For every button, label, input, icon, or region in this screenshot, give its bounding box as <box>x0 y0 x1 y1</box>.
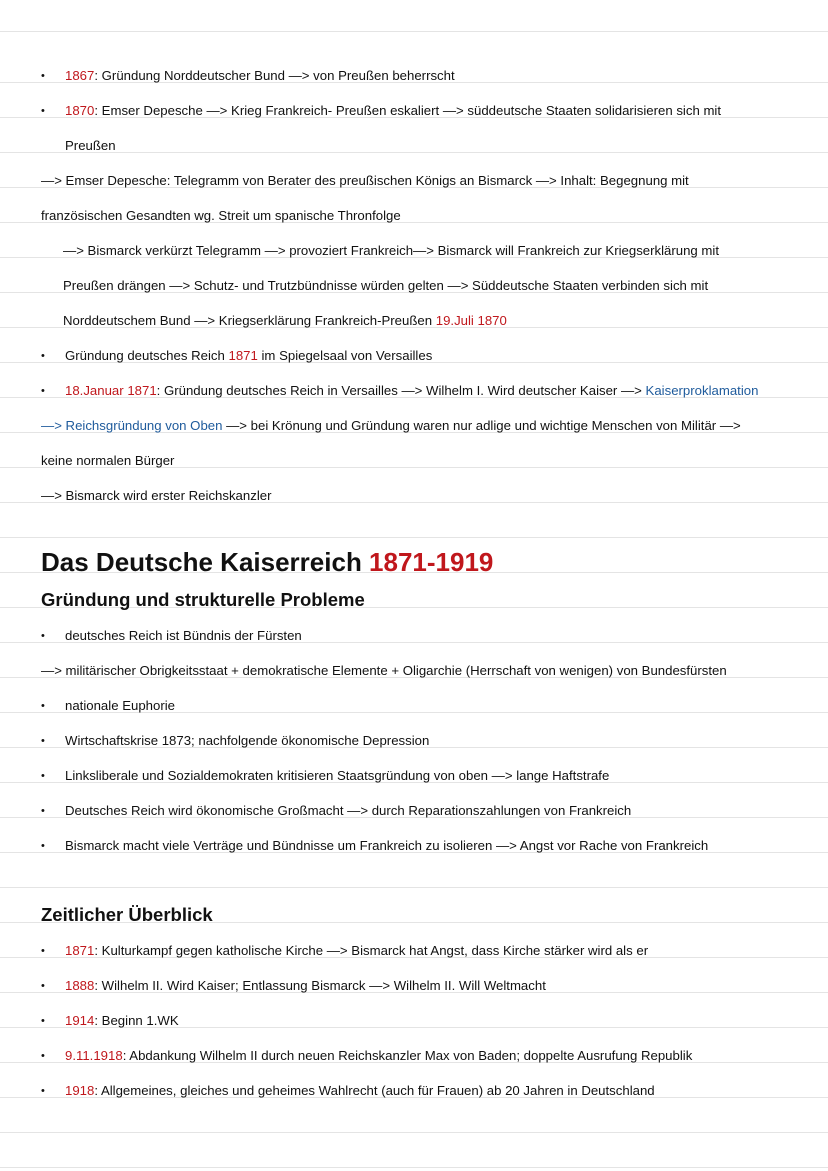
date-highlight: 1918 <box>65 1083 95 1098</box>
bullet: • <box>41 805 45 817</box>
bullet: • <box>41 1050 45 1062</box>
list-item-text: Linksliberale und Sozialdemokraten kritisieren Staatsgründung von oben —> lange Haftstrafe <box>65 768 610 783</box>
date-highlight: 1870 <box>65 103 95 118</box>
bullet: • <box>41 385 45 397</box>
bullet: • <box>41 980 45 992</box>
date-highlight: 9.11.1918 <box>65 1048 123 1063</box>
date-highlight: 19.Juli 1870 <box>435 313 507 328</box>
list-item-text: Deutsches Reich wird ökonomische Großmacht —> durch Reparationszahlungen von Frankreich <box>65 803 632 818</box>
date-highlight: 1867 <box>65 68 95 83</box>
section-heading: Gründung und strukturelle Probleme <box>41 589 365 610</box>
title-text: Das Deutsche Kaiserreich <box>41 547 370 577</box>
bullet: • <box>41 1015 45 1027</box>
list-item-text: : Wilhelm II. Wird Kaiser; Entlassung Bismarck —> Wilhelm II. Will Weltmacht <box>94 978 546 993</box>
bullet: • <box>41 350 45 362</box>
bullet: • <box>41 630 45 642</box>
bullet: • <box>41 770 45 782</box>
paragraph-line <box>63 313 507 329</box>
term-highlight: —> Reichsgründung von Oben <box>41 418 223 433</box>
section-heading: Zeitlicher Überblick <box>41 904 213 925</box>
list-item-text: : Beginn 1.WK <box>94 1013 179 1028</box>
page-title <box>41 547 493 577</box>
list-item-text: nationale Euphorie <box>65 698 175 713</box>
paragraph-text: Norddeutschem Bund —> Kriegserklärung Frankreich-Preußen <box>63 313 436 328</box>
title-years: 1871-1919 <box>369 547 494 577</box>
date-highlight: 1871 <box>228 348 258 363</box>
term-highlight: Kaiserproklamation <box>645 383 759 398</box>
date-highlight: 1914 <box>65 1013 95 1028</box>
list-item-text: im Spiegelsaal von Versailles <box>257 348 433 363</box>
list-item-text: : Abdankung Wilhelm II durch neuen Reichskanzler Max von Baden; doppelte Ausrufung Republik <box>122 1048 693 1063</box>
list-item-text: : Gründung Norddeutscher Bund —> von Preußen beherrscht <box>94 68 455 83</box>
bullet: • <box>41 735 45 747</box>
date-highlight: 1888 <box>65 978 95 993</box>
bullet: • <box>41 70 45 82</box>
list-item-text: : Allgemeines, gleiches und geheimes Wahlrecht (auch für Frauen) ab 20 Jahren in Deutschland <box>94 1083 655 1098</box>
paragraph-line: —> Emser Depesche: Telegramm von Berater des preußischen Königs an Bismarck —> Inhalt: Begegnung mit <box>41 173 689 188</box>
bullet: • <box>41 840 45 852</box>
date-highlight: 1871 <box>65 943 95 958</box>
bullet: • <box>41 945 45 957</box>
list-item-text: Bismarck macht viele Verträge und Bündnisse um Frankreich zu isolieren —> Angst vor Rache von Frankreich <box>65 838 709 853</box>
paragraph-line: keine normalen Bürger <box>41 453 175 468</box>
paragraph-line: —> Bismarck verkürzt Telegramm —> provoziert Frankreich—> Bismarck will Frankreich zur Kriegserklärung mit <box>63 243 720 258</box>
paragraph-line <box>41 418 741 434</box>
list-item-text: : Gründung deutsches Reich in Versailles —> Wilhelm I. Wird deutscher Kaiser —> <box>156 383 646 398</box>
paragraph-line: —> militärischer Obrigkeitsstaat + demokratische Elemente + Oligarchie (Herrschaft von wenigen) von Bundesfürsten <box>41 663 727 678</box>
bullet: • <box>41 1085 45 1097</box>
date-highlight: 18.Januar 1871 <box>65 383 157 398</box>
paragraph-line: Preußen drängen —> Schutz- und Trutzbündnisse würden gelten —> Süddeutsche Staaten verbinden sich mit <box>63 278 709 293</box>
list-item-text: deutsches Reich ist Bündnis der Fürsten <box>65 628 302 643</box>
list-item-text: Wirtschaftskrise 1873; nachfolgende ökonomische Depression <box>65 733 430 748</box>
paragraph-line: —> Bismarck wird erster Reichskanzler <box>41 488 272 503</box>
list-item-continuation: Preußen <box>65 138 116 153</box>
bullet: • <box>41 105 45 117</box>
paragraph-text: —> bei Krönung und Gründung waren nur adlige und wichtige Menschen von Militär —> <box>222 418 741 433</box>
bullet: • <box>41 700 45 712</box>
list-item-text: : Kulturkampf gegen katholische Kirche —> Bismarck hat Angst, dass Kirche stärker wird als er <box>94 943 649 958</box>
list-item-text: : Emser Depesche —> Krieg Frankreich- Preußen eskaliert —> süddeutsche Staaten solidarisieren sich mit <box>94 103 722 118</box>
paragraph-line: französischen Gesandten wg. Streit um spanische Thronfolge <box>41 208 401 223</box>
list-item-text: Gründung deutsches Reich <box>65 348 229 363</box>
